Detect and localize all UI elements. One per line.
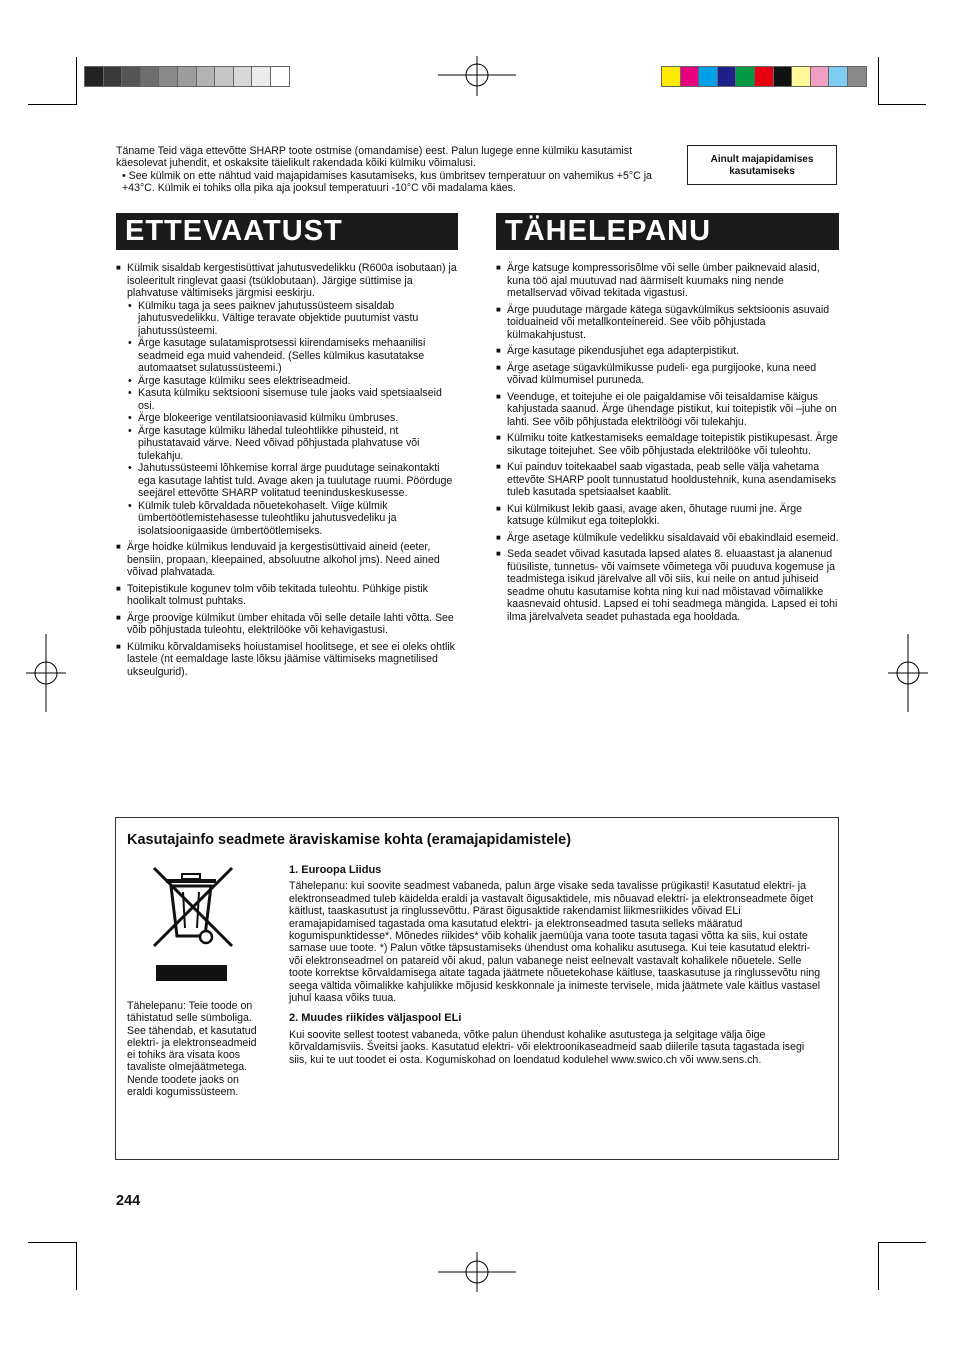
list-item: • Ärge kasutage külmiku lähedal tuleohtlikke pihusteid, nt pihustatavaid värve. Need võivad põhjustada plahvatuse või tulekahju. [127, 425, 460, 463]
disposal-sections [289, 864, 824, 1074]
color-swatch [774, 67, 792, 86]
list-item: ■ Kui külmikust lekib gaasi, avage aken, õhutage ruumi jne. Ärge katsuge külmikut ega toiteplokki. [496, 503, 839, 528]
list-item: • Kasuta külmiku sektsiooni sisemuse tule jaoks vaid spetsiaalseid osi. [127, 387, 460, 412]
list-item: • Ärge kasutage sulatamisprotsessi kiirendamiseks mehaanilisi seadmeid ega muid vahendeid. (Selles külmikus kasutatakse automaatset sulatussüsteemi.) [127, 337, 460, 375]
list-item: ■ Külmik sisaldab kergestisüttivat jahutusvedelikku (R600a isobutaan) ja isoleeritult ringlevat gaasi (tsüklobutaan). Järgige süttimise ja plahvatuse vältimiseks järgmisi eeskirju. • Külmiku taga ja sees paiknev jahutussüsteem sisaldab jahutusvedelikku. Vältige teravate objektide puutumist vastu jahutussüsteemi. • Ärge kasutage sulatamisprotsessi kiirendamiseks mehaanilisi seadmeid ega muid vahendeid. (Selles külmikus kasutatakse automaatset sulatussüsteemi.) • Ärge kasutage külmiku sees elektriseadmeid. • Kasuta külmiku sektsiooni sisemuse tule jaoks vaid spetsiaalseid osi. • Ärge blokeerige ventilatsiooniavasid külmiku ümbruses. • Ärge kasutage külmiku lähedal tuleohtlikke pihusteid, nt pihustatavaid värve. Need võivad põhjustada plahvatuse või tulekahju. • Jahutussüsteemi lõhkemise korral ärge puudutage seinakontakti ega kasutage lahtist tuld. Avage aken ja tuulutage ruumi. Pöörduge seejärel ettevõtte SHARP volitatud teeninduskeskusesse. • Külmik tuleb kõrvaldada nõuetekohaselt. Viige külmik ümbertöötlemistehasesse tuleohtliku jahutusvedeliku ja isolatsioonigaaside ümbertöötlemiseks. [116, 262, 460, 537]
intro-note: • See külmik on ette nähtud vaid majapidamises kasutamiseks, kus ümbritsev temperatuur on vahemikus +5°C ja +43°C. Külmik ei tohiks olla pika aja jooksul temperatuuri -10°C või madalama käes. [122, 169, 652, 195]
section-title-non-eu: 2. Muudes riikides väljaspool ELi [289, 1012, 462, 1025]
intro-text [116, 145, 684, 195]
section-text-non-eu: Kui soovite sellest tootest vabaneda, võtke palun ühendust kohalike asutustega ja selgitage välja õige kõrvaldamisviis. Šveitsi jaoks. Kasutatud elektri- või elektroonikaseadmeid saab diilerile tasuta tagastada isegi siis, kui te uut toodet ei osta. Kogumiskohad on loendatud kodulehel www.swico.ch või www.sens.ch. [289, 1028, 805, 1066]
list-item: • Külmiku taga ja sees paiknev jahutussüsteem sisaldab jahutusvedelikku. Vältige teravate objektide puutumist vastu jahutussüsteemi. [127, 300, 460, 338]
list-item: ■ Külmiku kõrvaldamiseks hoiustamisel hoolitsege, et see ei oleks ohtlik lastele (nt eemaldage laste lõksu jäämise vältimiseks magnetilised ukseulgurid). [116, 641, 460, 679]
list-item: ■ Ärge katsuge kompressorisõlme või selle ümber paiknevaid alasid, kuna töö ajal muutuvad nad äärmiselt kuumaks ning nende metallservad võivad tekitada vigastusi. [496, 262, 839, 300]
list-item: ■ Ärge proovige külmikut ümber ehitada või selle detaile lahti võtta. See võib põhjustada tuleohtu, elektrilööke või kehavigastusi. [116, 612, 460, 637]
disposal-title: Kasutajainfo seadmete äraviskamise kohta (eramajapidamistele) [127, 832, 572, 848]
registration-mark-left [26, 634, 66, 712]
caution-heading: ETTEVAATUST [116, 213, 458, 250]
intro-paragraph: Täname Teid väga ettevõtte SHARP toote ostmise (omandamise) eest. Palun lugege enne külmiku kasutamist käesolevat juhendit, et oskaksite täielikult rakendada kõiki külmiku võimalusi. [116, 145, 633, 170]
color-swatch [755, 67, 773, 86]
section-title-eu: 1. Euroopa Liidus [289, 864, 382, 876]
weee-note: Tähelepanu: Teie toode on tähistatud selle sümboliga. See tähendab, et kasutatud elektri- ja elektronseadmeid ei tohiks ära visata koos tavaliste olmejäätmetega. Nende toodete jaoks on eraldi kogumissüsteem. [127, 1000, 257, 1099]
color-swatch [271, 67, 289, 86]
color-swatch [141, 67, 159, 86]
registration-mark-top [438, 56, 516, 96]
color-swatch [662, 67, 680, 86]
color-swatch [197, 67, 215, 86]
color-swatch [792, 67, 810, 86]
color-swatch [85, 67, 103, 86]
household-use-badge: Ainult majapidamises kasutamiseks [687, 145, 837, 185]
page-number: 244 [116, 1193, 141, 1209]
color-swatch [829, 67, 847, 86]
color-swatch [104, 67, 122, 86]
list-item: • Ärge kasutage külmiku sees elektriseadmeid. [127, 375, 460, 388]
crossed-bin-icon [148, 864, 238, 984]
list-item: ■ Seda seadet võivad kasutada lapsed alates 8. eluaastast ja alanenud füüsiliste, tunnetus- või vaimsete võimetega või puuduva kogemuse ja teadmistega isikud järelvalve all või siis, kui neile on antud juhiseid seadme ohutu kasutamise kohta ning kui nad mõistavad võimalikke kaasnevaid ohtusid. Lapsed ei tohi seadmega mängida. Lapsed ei tohi ilma järelvalveta seadet puhastada ega hooldada. [496, 548, 839, 623]
color-swatch [159, 67, 177, 86]
list-item: ■ Veenduge, et toitejuhe ei ole paigaldamise või teisaldamise käigus kahjustada saanud. Ärge ühendage pistikut, kui toitepistik või –juhe on lahti. See võib põhjustada elektrilöögi või tulekahju. [496, 391, 839, 429]
list-item: • Külmik tuleb kõrvaldada nõuetekohaselt. Viige külmik ümbertöötlemistehasesse tuleohtliku jahutusvedeliku ja isolatsioonigaaside ümbertöötlemiseks. [127, 500, 460, 538]
registration-mark-bottom [438, 1252, 516, 1292]
list-item: ■ Toitepistikule kogunev tolm võib tekitada tuleohtu. Pühkige pistik hoolikalt tolmust puhtaks. [116, 583, 460, 608]
list-item: ■ Külmiku toite katkestamiseks eemaldage toitepistik pistikupesast. Ärge sikutage toitejuhet. See võib põhjustada elektrilööke või tuleohtu. [496, 432, 839, 457]
attention-heading: TÄHELEPANU [496, 213, 839, 250]
list-item: • Jahutussüsteemi lõhkemise korral ärge puudutage seinakontakti ega kasutage lahtist tuld. Avage aken ja tuulutage ruumi. Pöörduge seejärel ettevõtte SHARP volitatud teeninduskeskusesse. [127, 462, 460, 500]
color-swatch [699, 67, 717, 86]
list-item: ■ Kui painduv toitekaabel saab vigastada, peab selle välja vahetama ettevõte SHARP poolt tunnustatud hooldustehnik, kuna asendamiseks tuleb kasutada spetsiaalset kaablit. [496, 461, 839, 499]
list-item: ■ Ärge asetage külmikule vedelikku sisaldavaid või ebakindlaid esemeid. [496, 532, 839, 545]
color-swatch [681, 67, 699, 86]
list-item: ■ Ärge kasutage pikendusjuhet ega adapterpistikut. [496, 345, 839, 358]
color-swatch [718, 67, 736, 86]
list-item: • Ärge blokeerige ventilatsiooniavasid külmiku ümbruses. [127, 412, 460, 425]
color-swatch [215, 67, 233, 86]
list-item: ■ Ärge asetage sügavkülmikusse pudeli- ega purgijooke, kuna need võivad külmumisel puruneda. [496, 362, 839, 387]
registration-mark-right [888, 634, 928, 712]
section-text-eu: Tähelepanu: kui soovite seadmest vabaneda, palun ärge visake seda tavalisse prügikasti! Kasutatud elektri- ja elektronseadmed tuleb käidelda eraldi ja vastavalt õigusaktidele, mis nõuavad elektri- ja elektronseadmete õiget käitlust, taaskasutust ja ringlussevõttu. Pärast õigusaktide rakendamist liikmesriikides võivad ELi eramajapidamised tagastada oma kasutatud elektri- ja elektronseadmed tasuta selleks määratud kogumispunktidesse*. Mõnedes riikides* võib kohalik jaemüüja vana toote tasuta tagasi võtta ka siis, kui ostate sarnase uue toote. *) Palun võtke täpsustamiseks ühendust oma kohaliku asutusega. Kui teie kasutatud elektri- või elektronseadmel on patareid või akud, palun vabanege neist eelnevalt vastavalt kohalikele nõuetele. Selle toote korrektse kõrvaldamisega aitate tagada jäätmete nõuetekohase käitluse, taaskasutuse ja ringlussevõtu ning seega vältida võimalikke kahjulikke mõjusid keskkonnale ja inimeste tervisele, mida jäätmete vale käitlus vastasel juhul kaasa võiks tuua. [289, 880, 821, 1005]
list-item: ■ Ärge puudutage märgade kätega sügavkülmikus sektsioonis asuvaid toiduaineid või metallkonteinereid. See võib põhjustada külmakahjustust. [496, 304, 839, 342]
list-item: ■ Ärge hoidke külmikus lenduvaid ja kergestisüttivaid aineid (eeter, bensiin, propaan, kleepained, absoluutne alkohol jms). Need ained võivad plahvatada. [116, 541, 460, 579]
color-swatch [234, 67, 252, 86]
attention-list [496, 262, 839, 627]
color-swatch [848, 67, 866, 86]
color-swatch [178, 67, 196, 86]
color-swatch [122, 67, 140, 86]
color-swatch [736, 67, 754, 86]
color-swatch [252, 67, 270, 86]
color-swatch [811, 67, 829, 86]
caution-list [116, 262, 460, 682]
